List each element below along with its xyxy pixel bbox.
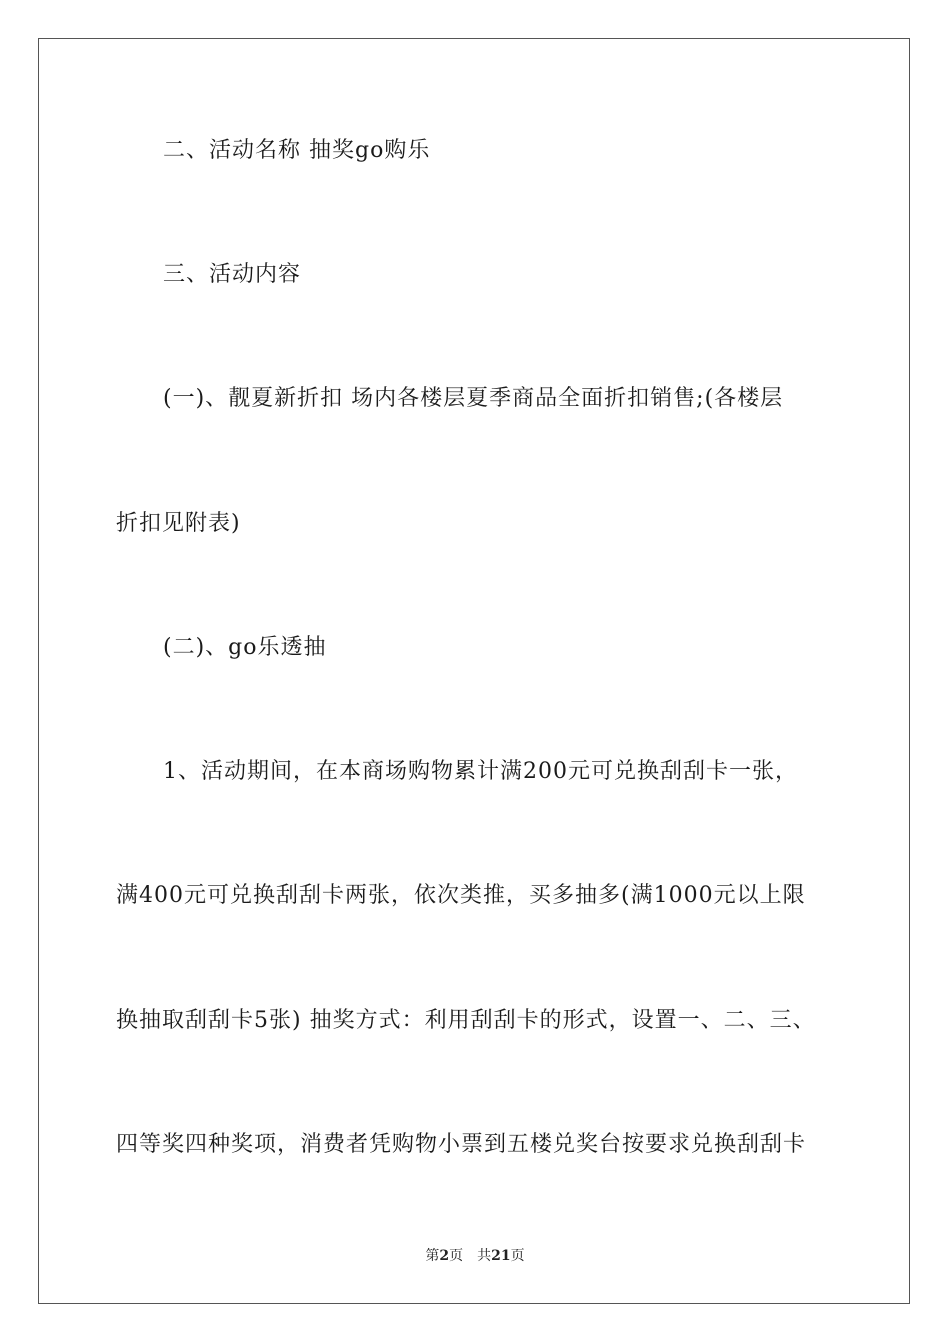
heading-activity-content: 三、活动内容: [163, 262, 302, 287]
paragraph-rules-line-4: 四等奖四种奖项，消费者凭购物小票到五楼兑奖台按要求兑换刮刮卡: [116, 1132, 807, 1157]
paragraph-rules-line-3: 换抽取刮刮卡5张) 抽奖方式：利用刮刮卡的形式，设置一、二、三、: [116, 1008, 816, 1033]
total-pages: 21: [491, 1248, 511, 1264]
heading-lottery: (二)、go乐透抽: [163, 635, 327, 660]
total-suffix: 页: [510, 1248, 525, 1264]
paragraph-discount-line-1: (一)、靓夏新折扣 场内各楼层夏季商品全面折扣销售;(各楼层: [163, 386, 784, 411]
paragraph-discount-line-2: 折扣见附表): [116, 511, 241, 536]
heading-activity-name: 二、活动名称 抽奖go购乐: [163, 138, 431, 163]
page-suffix: 页: [449, 1248, 464, 1264]
total-prefix: 共: [477, 1248, 492, 1264]
page-footer: [0, 1246, 950, 1266]
paragraph-rules-line-2: 满400元可兑换刮刮卡两张，依次类推，买多抽多(满1000元以上限: [116, 883, 806, 908]
paragraph-rules-line-1: 1、活动期间，在本商场购物累计满200元可兑换刮刮卡一张，: [163, 759, 798, 784]
page-border: [38, 38, 910, 1304]
page-number: 2: [439, 1248, 450, 1264]
page-prefix: 第: [425, 1248, 440, 1264]
